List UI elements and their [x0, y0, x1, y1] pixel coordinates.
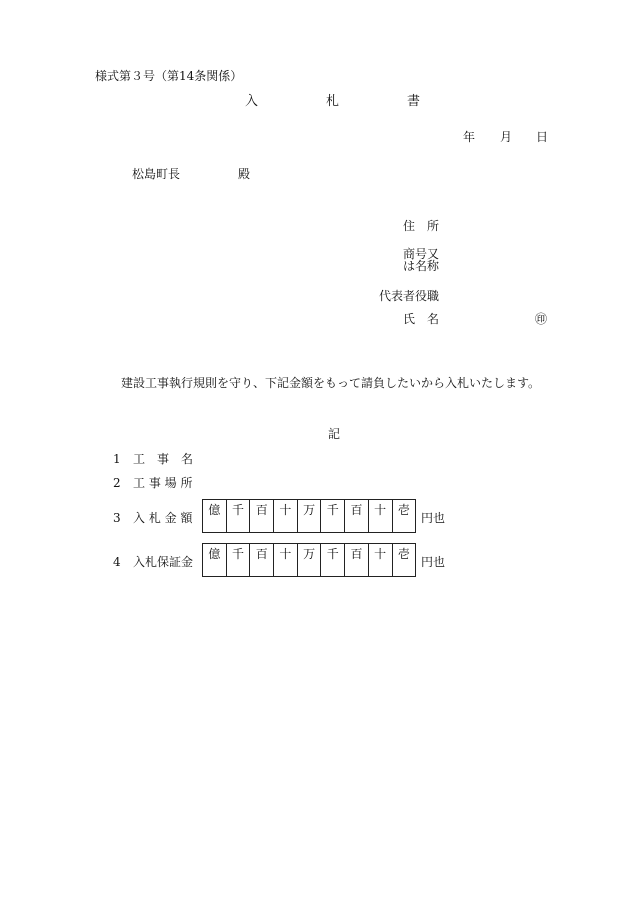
digit-unit-label: 百 [255, 503, 268, 517]
digit-cell[interactable] [203, 500, 227, 533]
seal-mark: ㊞ [535, 312, 548, 326]
digit-cell[interactable] [345, 544, 369, 577]
item-4-label: 入札保証金 [133, 555, 194, 569]
item-4-suffix: 円也 [421, 555, 446, 569]
digit-unit-label: 千 [232, 547, 245, 561]
bid-bond-grid [202, 543, 416, 577]
addressee-name: 松島町長 [132, 167, 181, 181]
digit-unit-label: 十 [279, 503, 292, 517]
digit-unit-label: 万 [303, 503, 316, 517]
item-1-label: 工 事 名 [133, 452, 194, 466]
title-char-2: 札 [325, 94, 339, 109]
digit-cell[interactable] [368, 544, 392, 577]
digit-unit-label: 万 [303, 547, 316, 561]
digit-cell[interactable] [226, 500, 250, 533]
digit-unit-label: 千 [326, 503, 339, 517]
document-title [245, 95, 420, 108]
note-heading: 記 [328, 427, 341, 441]
digit-cell[interactable] [297, 544, 321, 577]
bid-amount-grid [202, 499, 416, 533]
digit-cell[interactable] [274, 544, 298, 577]
digit-cell[interactable] [250, 500, 274, 533]
digit-cell[interactable] [226, 544, 250, 577]
digit-cell[interactable] [250, 544, 274, 577]
digit-unit-label: 千 [326, 547, 339, 561]
digit-cell[interactable] [321, 544, 345, 577]
item-3-suffix: 円也 [421, 511, 446, 525]
item-3-label: 入 札 金 額 [133, 511, 193, 525]
digit-cell[interactable] [392, 500, 416, 533]
form-number: 様式第３号（第14条関係） [95, 69, 243, 83]
item-2-number: 2 [113, 476, 121, 490]
digit-unit-label: 百 [350, 503, 363, 517]
digit-unit-label: 十 [279, 547, 292, 561]
address-label: 住 所 [403, 219, 440, 233]
addressee-honorific: 殿 [238, 167, 251, 181]
digit-unit-label: 百 [350, 547, 363, 561]
digit-unit-label: 十 [374, 547, 387, 561]
date-month-label: 月 [500, 130, 513, 144]
digit-cell[interactable] [203, 544, 227, 577]
date-day-label: 日 [536, 130, 549, 144]
title-char-3: 書 [406, 94, 420, 109]
trade-name-label-line1: 商号又 [403, 247, 440, 261]
trade-name-label-line2: は名称 [403, 259, 440, 273]
item-4-number: 4 [113, 555, 121, 569]
digit-cell[interactable] [297, 500, 321, 533]
representative-label: 代表者役職 [379, 289, 440, 303]
digit-cell[interactable] [345, 500, 369, 533]
item-1-number: 1 [113, 452, 121, 466]
digit-unit-label: 億 [208, 547, 221, 561]
digit-unit-label: 十 [374, 503, 387, 517]
digit-unit-label: 百 [255, 547, 268, 561]
digit-cell[interactable] [368, 500, 392, 533]
item-3-number: 3 [113, 511, 121, 525]
digit-unit-label: 千 [232, 503, 245, 517]
date-year-label: 年 [463, 130, 476, 144]
name-label: 氏 名 [403, 312, 440, 326]
title-char-1: 入 [245, 94, 259, 109]
digit-unit-label: 壱 [397, 547, 410, 561]
item-2-label: 工 事 場 所 [133, 476, 193, 490]
digit-cell[interactable] [321, 500, 345, 533]
statement-text: 建設工事執行規則を守り、下記金額をもって請負したいから入札いたします。 [121, 376, 541, 390]
digit-unit-label: 壱 [397, 503, 410, 517]
digit-cell[interactable] [392, 544, 416, 577]
digit-cell[interactable] [274, 500, 298, 533]
digit-unit-label: 億 [208, 503, 221, 517]
